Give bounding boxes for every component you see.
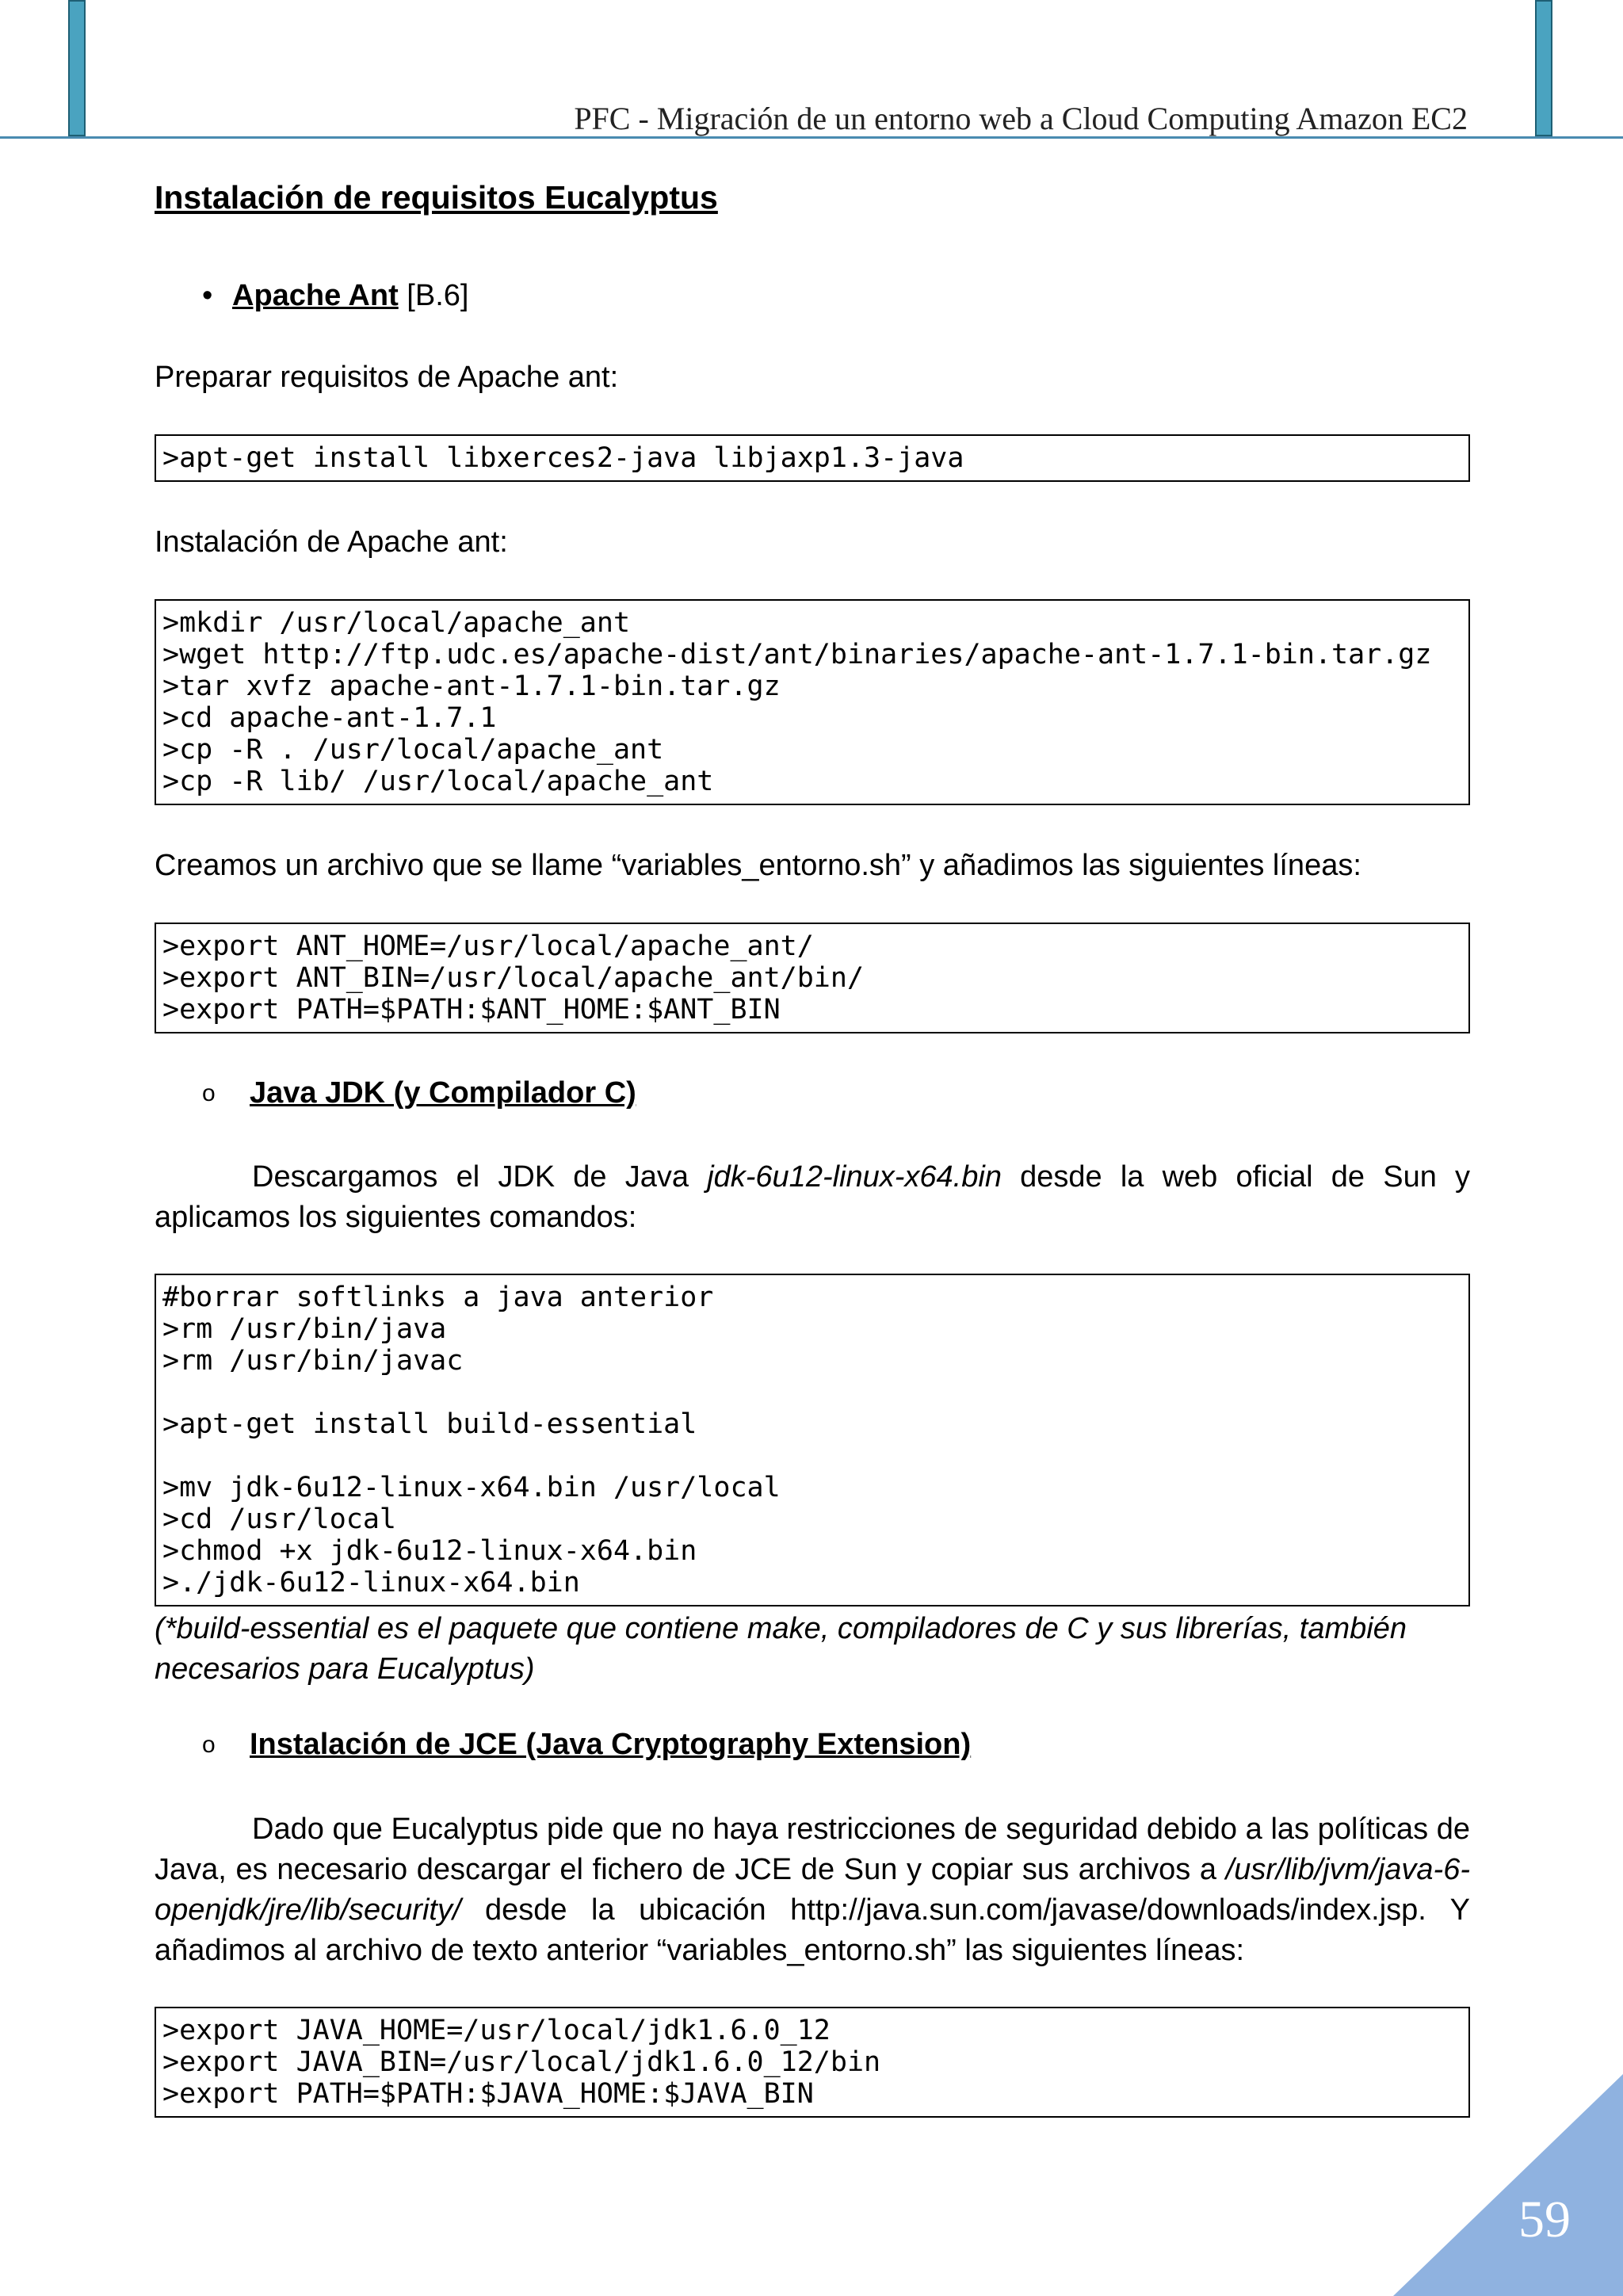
code-block-jdk (155, 1274, 1470, 1606)
code-line: >export ANT_BIN=/usr/local/apache_ant/bin/ (162, 962, 865, 994)
header-left-bar (68, 0, 86, 136)
code-line: >cp -R lib/ /usr/local/apache_ant (162, 766, 714, 797)
bullet-mark: • (202, 279, 213, 312)
apache-ant-ref: [B.6] (398, 279, 469, 312)
code-block-env (155, 923, 1470, 1033)
code-line: >mkdir /usr/local/apache_ant (162, 607, 631, 639)
code-line (162, 1440, 1462, 1472)
page-corner-triangle (1393, 2074, 1623, 2296)
apache-ant-title: Apache Ant (232, 279, 399, 312)
code-line: >chmod +x jdk-6u12-linux-x64.bin (162, 1535, 697, 1567)
code-line: #borrar softlinks a java anterior (162, 1282, 714, 1313)
build-essential-note: (*build-essential es el paquete que contiene make, compiladores de C y sus librerías, también necesarios para Eucalyptus) (155, 1612, 1407, 1686)
code-line: >mv jdk-6u12-linux-x64.bin /usr/local (162, 1472, 781, 1503)
jce-title: Instalación de JCE (Java Cryptography Extension) (250, 1728, 972, 1761)
section-title: Instalación de requisitos Eucalyptus (155, 179, 718, 216)
bullet-mark: o (202, 1079, 216, 1106)
jce-heading (202, 1728, 971, 1762)
code-line: >tar xvfz apache-ant-1.7.1-bin.tar.gz (162, 670, 781, 702)
jce-security-path: /usr/lib/jvm/java-6-openjdk/jre/lib/security/ (155, 1853, 1470, 1927)
code-line: >export PATH=$PATH:$JAVA_HOME:$JAVA_BIN (162, 2078, 814, 2110)
java-jdk-text (155, 1157, 1470, 1238)
apache-ant-env-text: Creamos un archivo que se llame “variables_entorno.sh” y añadimos las siguientes líneas: (155, 849, 1361, 882)
apache-ant-prep-text: Preparar requisitos de Apache ant: (155, 361, 619, 394)
page-number: 59 (1518, 2191, 1571, 2248)
code-line: >cp -R . /usr/local/apache_ant (162, 734, 664, 766)
code-line: >wget http://ftp.udc.es/apache-dist/ant/binaries/apache-ant-1.7.1-bin.tar.gz (162, 639, 1432, 670)
header-title: PFC - Migración de un entorno web a Cloud Computing Amazon EC2 (574, 101, 1468, 136)
jce-text-2: desde la ubicación http://java.sun.com/javase/downloads/index.jsp. Y añadimos al archivo de texto anterior “variables_entorno.sh” las siguientes líneas: (155, 1893, 1470, 1967)
java-jdk-filename: jdk-6u12-linux-x64.bin (707, 1160, 1002, 1194)
code-line: >rm /usr/bin/javac (162, 1345, 464, 1377)
jce-text-1: Dado que Eucalyptus pide que no haya restricciones de seguridad debido a las políticas de Java, es necesario descargar el fichero de JCE de Sun y copiar sus archivos a (155, 1813, 1470, 1886)
java-jdk-text-after: desde la web oficial de Sun y aplicamos los siguientes comandos: (155, 1160, 1471, 1234)
code-block-java-env (155, 2007, 1470, 2118)
java-jdk-text-before: Descargamos el JDK de Java (252, 1160, 708, 1194)
code-line: >export JAVA_HOME=/usr/local/jdk1.6.0_12 (162, 2015, 831, 2046)
code-line: >apt-get install build-essential (162, 1408, 697, 1440)
code-line: >apt-get install libxerces2-java libjaxp1.3-java (162, 442, 964, 474)
code-line: >cd /usr/local (162, 1503, 397, 1535)
jce-text (155, 1809, 1470, 1971)
java-jdk-title: Java JDK (y Compilador C) (250, 1076, 636, 1110)
bullet-mark: o (202, 1731, 216, 1758)
apache-ant-install-text: Instalación de Apache ant: (155, 525, 508, 559)
header-right-bar (1535, 0, 1552, 136)
code-line: >cd apache-ant-1.7.1 (162, 702, 497, 734)
apache-ant-heading (202, 279, 468, 313)
code-line: >export PATH=$PATH:$ANT_HOME:$ANT_BIN (162, 994, 781, 1026)
code-block-prep (155, 434, 1470, 482)
code-line: >./jdk-6u12-linux-x64.bin (162, 1567, 580, 1599)
code-line: >rm /usr/bin/java (162, 1313, 447, 1345)
code-block-install (155, 599, 1470, 805)
code-line: >export JAVA_BIN=/usr/local/jdk1.6.0_12/bin (162, 2046, 881, 2078)
code-line (162, 1377, 1462, 1408)
code-line: >export ANT_HOME=/usr/local/apache_ant/ (162, 930, 814, 962)
java-jdk-heading (202, 1076, 636, 1110)
